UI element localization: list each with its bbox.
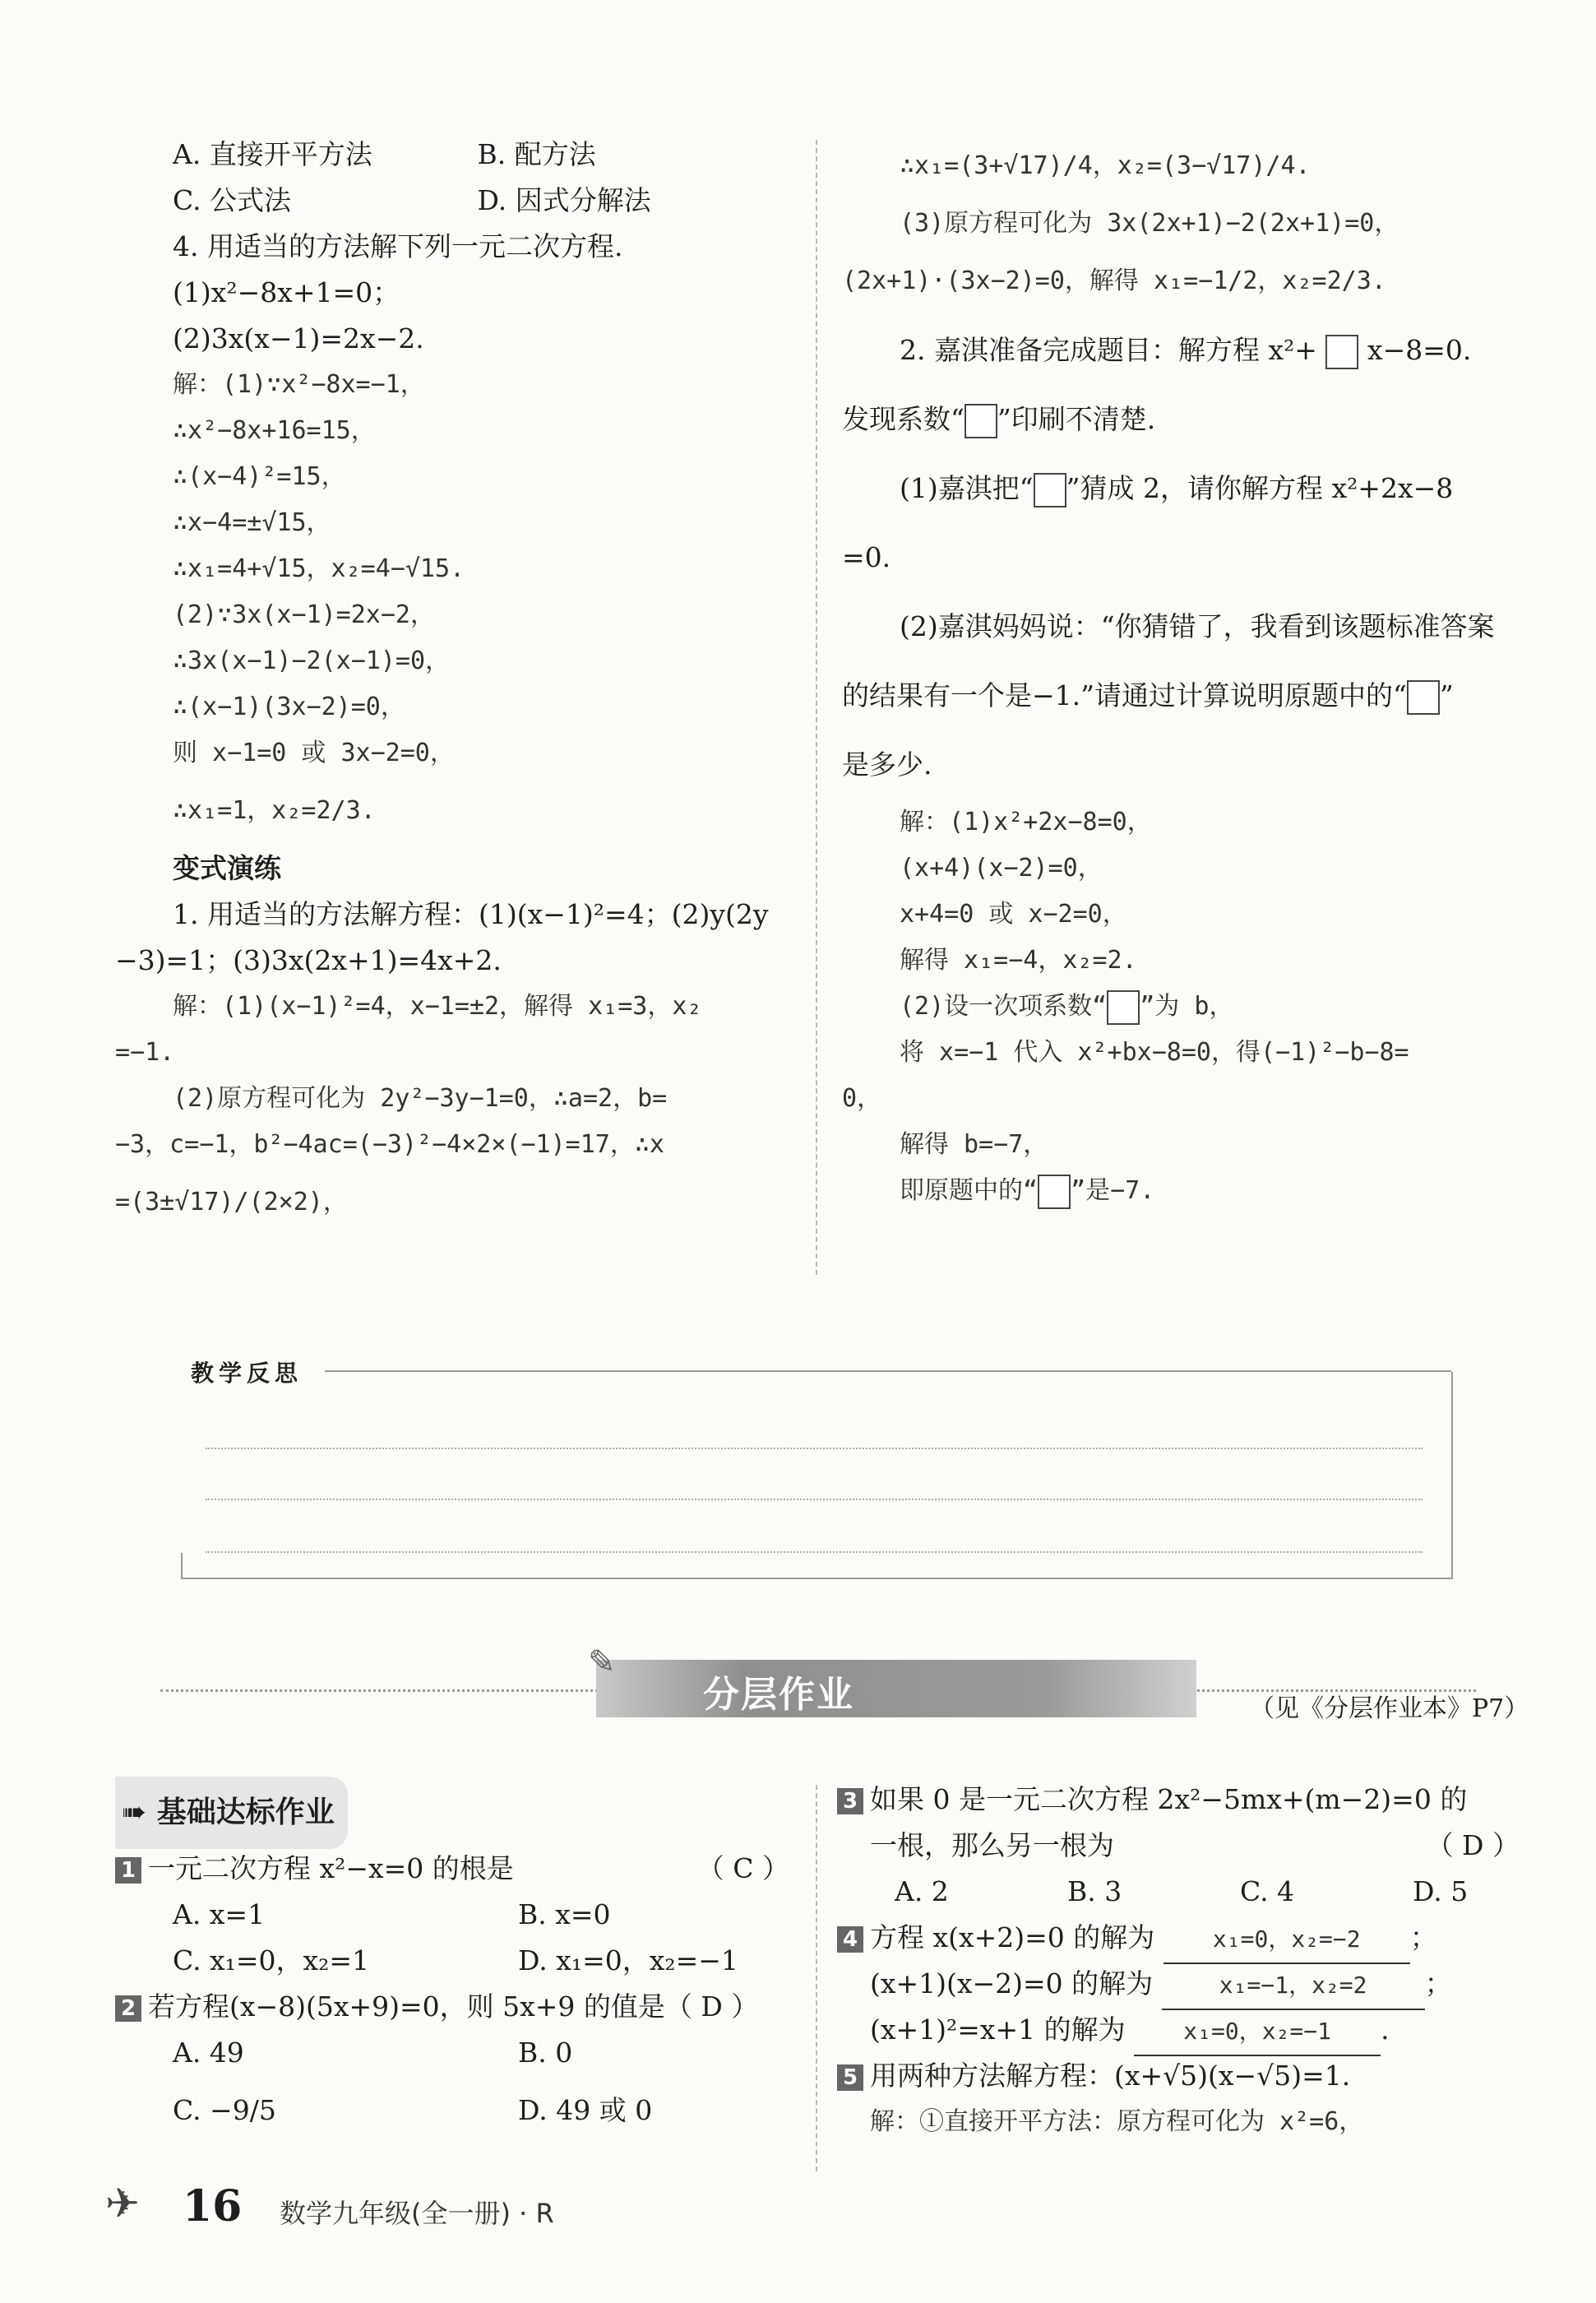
question-4: 4. 用适当的方法解下列一元二次方程.	[173, 230, 623, 262]
writing-line	[206, 1551, 1423, 1553]
q4-answer-1: x₁=0，x₂=−2	[1163, 1916, 1410, 1964]
solution-line: (3)原方程可化为 3x(2x+1)−2(2x+1)=0，	[900, 209, 1399, 238]
solution-line: 0，	[842, 1084, 882, 1113]
solution-line: ∴3x(x−1)−2(x−1)=0，	[173, 646, 451, 675]
question-number: 4	[837, 1926, 863, 1953]
blank-box	[1034, 473, 1066, 507]
column-divider	[816, 140, 817, 1275]
publisher-logo-icon: ✈	[105, 2180, 140, 2227]
option-d: D. x₁=0，x₂=−1	[518, 1944, 738, 1976]
option-c: C. x₁=0，x₂=1	[173, 1944, 370, 1976]
q3-text2-row	[837, 1823, 1520, 1869]
option-c: C. −9/5	[173, 2094, 276, 2126]
q2-options-ab	[115, 2030, 789, 2076]
q4-eq2: (2)3x(x−1)=2x−2.	[173, 322, 424, 354]
q4-answer-2: x₁=−1，x₂=2	[1162, 1962, 1425, 2010]
solution-line: (x+4)(x−2)=0，	[900, 854, 1103, 883]
q4-answer-3: x₁=0，x₂=−1	[1134, 2009, 1381, 2056]
solution-line: 解：(1)∵x²−8x=−1，	[173, 370, 425, 399]
option-a: A. 49	[173, 2037, 244, 2069]
q4-text: 方程 x(x+2)=0 的解为	[870, 1921, 1155, 1953]
practice-question-cont: −3)=1；(3)3x(2x+1)=4x+2.	[115, 944, 502, 976]
blank-box	[965, 404, 997, 438]
option-d: D. 因式分解法	[477, 184, 651, 216]
option-d: D. 49 或 0	[518, 2094, 653, 2126]
question-2	[115, 1984, 789, 2030]
q3-answer: （ D ）	[1426, 1829, 1520, 1861]
option-b: B. x=0	[518, 1898, 611, 1930]
question-2	[842, 316, 1524, 385]
section-title-practice: 变式演练	[173, 852, 281, 884]
q2-text-c: 发现系数“	[842, 403, 965, 435]
q3-text2: 一根，那么另一根为	[870, 1829, 1114, 1861]
sol-d: ”是−7.	[1071, 1176, 1155, 1205]
q2-part1	[842, 454, 1524, 523]
solution-line: ∴x₁=4+√15，x₂=4−√15.	[173, 554, 465, 583]
practice-question: 1. 用适当的方法解方程：(1)(x−1)²=4；(2)y(2y	[173, 898, 769, 930]
q2-part2: (2)嘉淇妈妈说：“你猜错了，我看到该题标准答案	[900, 610, 1495, 642]
q5-text: 用两种方法解方程：(x+√5)(x−√5)=1.	[870, 2060, 1351, 2092]
option-c: C. 公式法	[173, 184, 292, 216]
question-4: 4 方程 x(x+2)=0 的解为 x₁=0，x₂=−2 ；	[837, 1915, 1520, 1961]
solution-line: 解：(1)x²+2x−8=0，	[900, 808, 1152, 836]
q2-text: 若方程(x−8)(5x+9)=0，则 5x+9 的值是（ D ）	[148, 1990, 759, 2023]
question-number: 3	[837, 1788, 863, 1814]
q3-options	[837, 1869, 1520, 1915]
section-heading	[115, 1777, 789, 1846]
q2-options-cd	[115, 2076, 789, 2145]
banner-block	[588, 1643, 1196, 1717]
q3-text: 如果 0 是一元二次方程 2x²−5mx+(m−2)=0 的	[870, 1783, 1468, 1815]
q2-part1-cont: =0.	[842, 541, 891, 573]
q2-part2-cont	[842, 661, 1524, 730]
q1-answer: （ C ）	[696, 1852, 789, 1884]
solution-line	[842, 1168, 1524, 1214]
solution-line: (2x+1)·(3x−2)=0，解得 x₁=−1/2，x₂=2/3.	[842, 266, 1386, 295]
q2-part2-b: ”	[1439, 679, 1454, 711]
blank-box	[1325, 335, 1358, 369]
solution-line: =−1.	[115, 1038, 175, 1067]
section-heading-label	[115, 1777, 348, 1849]
solution-line	[842, 984, 1524, 1030]
option-a: A. x=1	[173, 1898, 266, 1930]
q4-line3: (x+1)²=x+1 的解为 x₁=0，x₂=−1 .	[837, 2007, 1520, 2053]
options-row-cd	[115, 178, 789, 224]
options-row-ab	[115, 132, 789, 178]
option-b: B. 3	[1067, 1875, 1122, 1907]
option-a: A. 直接开平方法	[173, 138, 372, 170]
blank-box	[1038, 1175, 1071, 1209]
sol-c: 即原题中的“	[900, 1176, 1039, 1205]
solution-line: 则 x−1=0 或 3x−2=0，	[173, 739, 455, 767]
option-b: B. 配方法	[477, 138, 596, 170]
homework-right	[837, 1777, 1520, 2145]
q1-text: 一元二次方程 x²−x=0 的根是	[148, 1852, 514, 1884]
option-c: C. 4	[1240, 1875, 1295, 1907]
right-column	[842, 132, 1524, 1214]
book-title: 数学九年级(全一册) · R	[280, 2198, 554, 2229]
q2-text-a: 2. 嘉淇准备完成题目：解方程 x²+	[900, 334, 1317, 366]
question-number: 2	[115, 1995, 141, 2022]
q1-options-cd	[115, 1938, 789, 1984]
section-heading-text: 基础达标作业	[156, 1796, 335, 1829]
solution-line: ∴x²−8x+16=15，	[173, 416, 376, 445]
q2-part2-a: 的结果有一个是−1.”请通过计算说明原题中的“	[842, 679, 1407, 711]
solution-line: 解得 b=−7，	[900, 1130, 1048, 1159]
question-1	[115, 1846, 789, 1892]
blank-box	[1107, 990, 1140, 1025]
solution-line: −3，c=−1，b²−4ac=(−3)²−4×2×(−1)=17，∴x	[115, 1130, 664, 1159]
sol-b: ”为 b，	[1140, 992, 1234, 1021]
q2-part1-b: ”猜成 2，请你解方程 x²+2x−8	[1066, 472, 1454, 504]
q1-options-ab	[115, 1892, 789, 1938]
reflection-box	[181, 1372, 1453, 1579]
q2-text-d: ”印刷不清楚.	[997, 403, 1156, 435]
solution-line: 将 x=−1 代入 x²+bx−8=0，得(−1)²−b−8=	[900, 1038, 1409, 1067]
blank-box	[1407, 680, 1440, 715]
reflection-title: 教学反思	[191, 1360, 303, 1387]
question-number: 1	[115, 1857, 141, 1884]
solution-line: ∴x−4=±√15，	[173, 508, 331, 537]
arrow-icon: ➠	[122, 1796, 157, 1829]
solution-line: 解得 x₁=−4，x₂=2.	[900, 946, 1137, 975]
solution-line: ∴(x−1)(3x−2)=0，	[173, 693, 405, 721]
banner-reference: （见《分层作业本》P7）	[1250, 1694, 1529, 1723]
question-3	[837, 1777, 1520, 1823]
solution-line: ∴x₁=(3+√17)/4，x₂=(3−√17)/4.	[900, 151, 1311, 180]
q5-solution: 解：①直接开平方法：原方程可化为 x²=6，	[870, 2107, 1364, 2136]
banner-title: 分层作业	[703, 1674, 854, 1716]
solution-line: ∴(x−4)²=15，	[173, 462, 346, 491]
question-number: 5	[837, 2064, 863, 2091]
option-a: A. 2	[895, 1875, 949, 1907]
homework-left	[115, 1777, 789, 2145]
solution-line: ∴x₁=1，x₂=2/3.	[173, 796, 376, 825]
option-b: B. 0	[518, 2037, 573, 2069]
solution-line: =(3±√17)/(2×2)，	[115, 1188, 348, 1216]
q4-line2: (x+1)(x−2)=0 的解为 x₁=−1，x₂=2 ；	[837, 1961, 1520, 2007]
q2-line	[842, 385, 1524, 454]
question-5	[837, 2053, 1520, 2099]
column-divider	[816, 1785, 817, 2171]
q2-part2-end: 是多少.	[842, 748, 932, 781]
q2-text-b: x−8=0.	[1367, 334, 1472, 366]
q4-text2: (x+1)(x−2)=0 的解为	[870, 1967, 1154, 1999]
solution-line: 解：(1)(x−1)²=4，x−1=±2，解得 x₁=3，x₂	[173, 992, 702, 1021]
page-number: 16	[183, 2181, 243, 2231]
solution-line: (2)∵3x(x−1)=2x−2，	[173, 600, 435, 629]
writing-line	[206, 1499, 1423, 1500]
writing-line	[206, 1448, 1423, 1449]
q4-text3: (x+1)²=x+1 的解为	[870, 2013, 1126, 2046]
solution-line: x+4=0 或 x−2=0，	[900, 900, 1127, 929]
pencil-icon: ✎	[588, 1643, 616, 1681]
left-column	[115, 132, 789, 1237]
q2-part1-a: (1)嘉淇把“	[900, 472, 1034, 504]
q4-eq1: (1)x²−8x+1=0；	[173, 276, 400, 308]
solution-line: (2)原方程可化为 2y²−3y−1=0，∴a=2，b=	[173, 1084, 668, 1113]
option-d: D. 5	[1413, 1875, 1469, 1907]
sol-a: (2)设一次项系数“	[900, 992, 1108, 1021]
